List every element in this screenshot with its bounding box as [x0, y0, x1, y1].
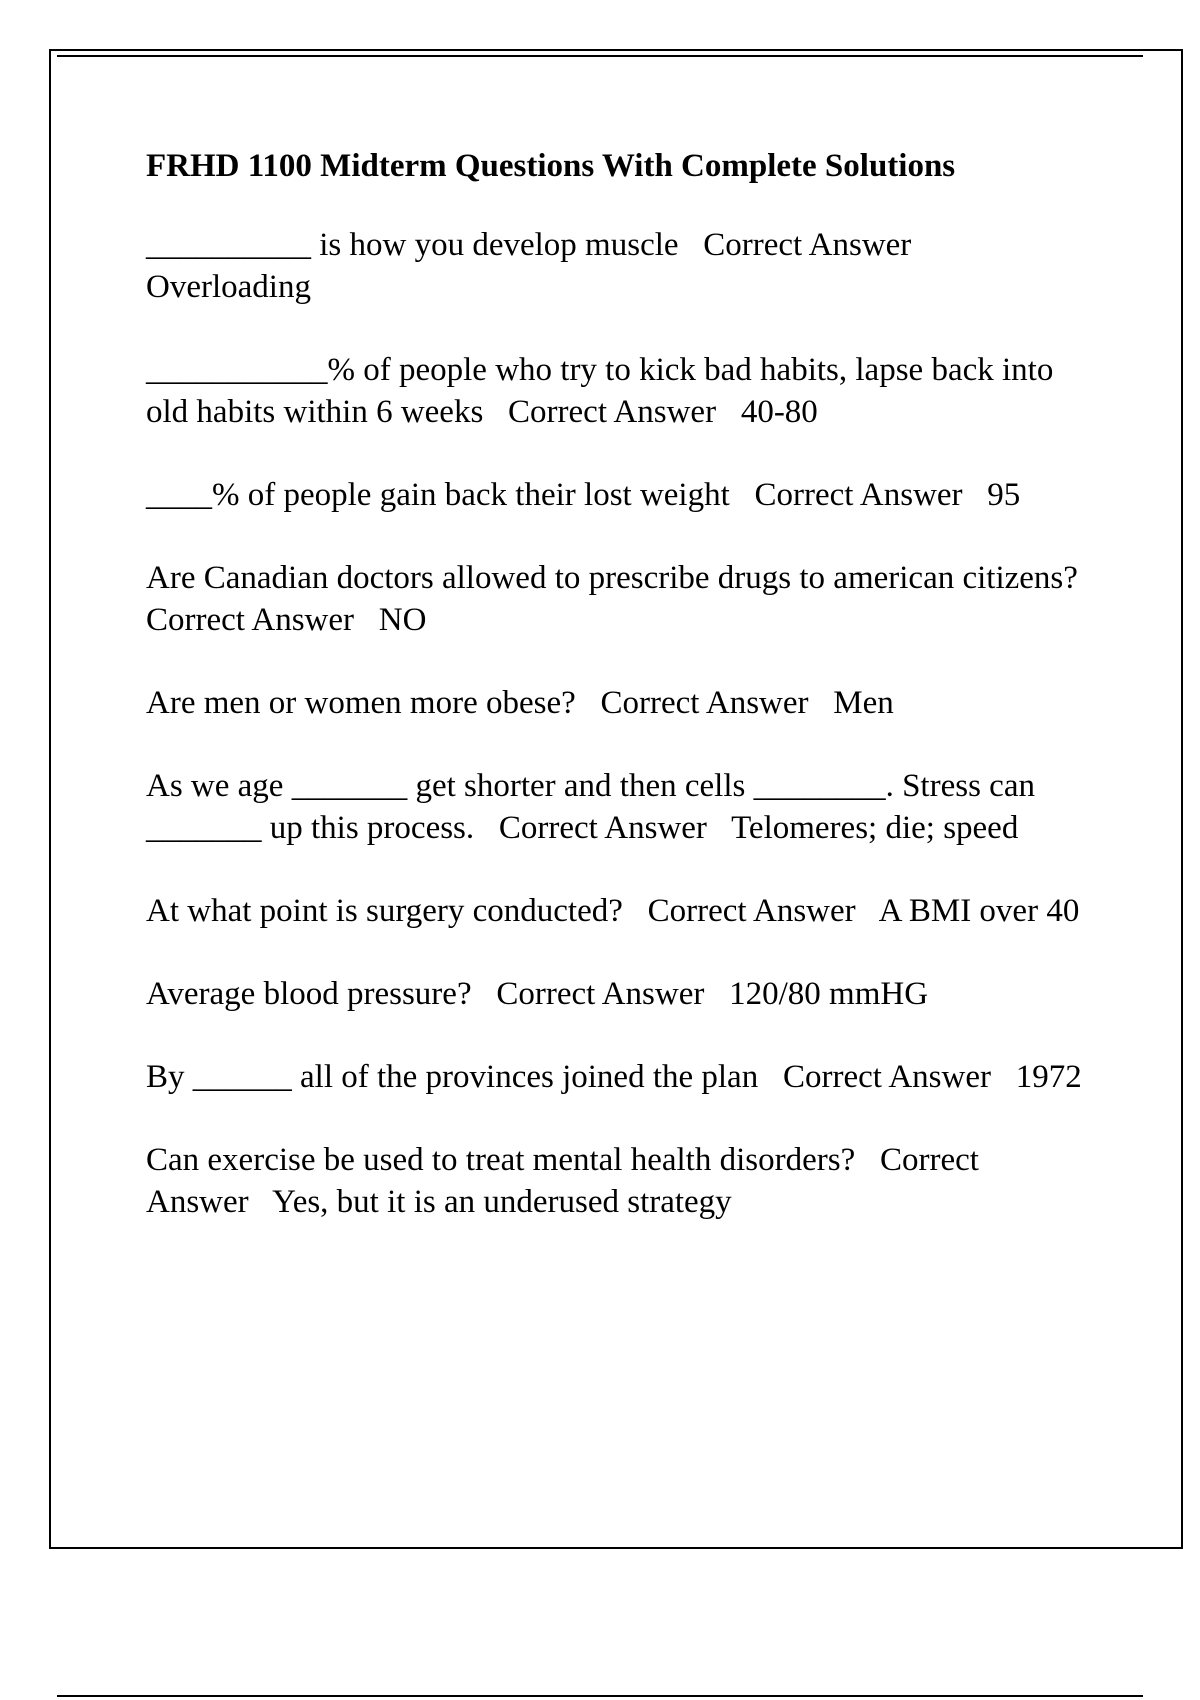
- bottom-rule: [57, 1695, 1143, 1697]
- qa-item: As we age _______ get shorter and then cells ________. Stress can _______ up this process. Correct Answer Telomeres; die; speed: [146, 768, 1044, 846]
- qa-item: ___________% of people who try to kick bad habits, lapse back into old habits within 6 weeks Correct Answer 40-80: [146, 352, 1062, 430]
- qa-item: ____% of people gain back their lost weight Correct Answer 95: [146, 477, 1021, 513]
- qa-item: Are men or women more obese? Correct Answer Men: [146, 685, 894, 721]
- document-content: [146, 146, 1103, 1264]
- qa-item: At what point is surgery conducted? Correct Answer A BMI over 40: [146, 893, 1080, 929]
- qa-item: __________ is how you develop muscle Correct Answer Overloading: [146, 227, 937, 305]
- qa-item: Are Canadian doctors allowed to prescribe drugs to american citizens? Correct Answer NO: [146, 560, 1103, 638]
- top-rule: [57, 55, 1143, 57]
- qa-item: Can exercise be used to treat mental health disorders? Correct Answer Yes, but it is an underused strategy: [146, 1142, 986, 1220]
- qa-item: Average blood pressure? Correct Answer 120/80 mmHG: [146, 976, 929, 1012]
- qa-item: By ______ all of the provinces joined the plan Correct Answer 1972: [146, 1059, 1082, 1095]
- document-title: FRHD 1100 Midterm Questions With Complete Solutions: [146, 148, 956, 184]
